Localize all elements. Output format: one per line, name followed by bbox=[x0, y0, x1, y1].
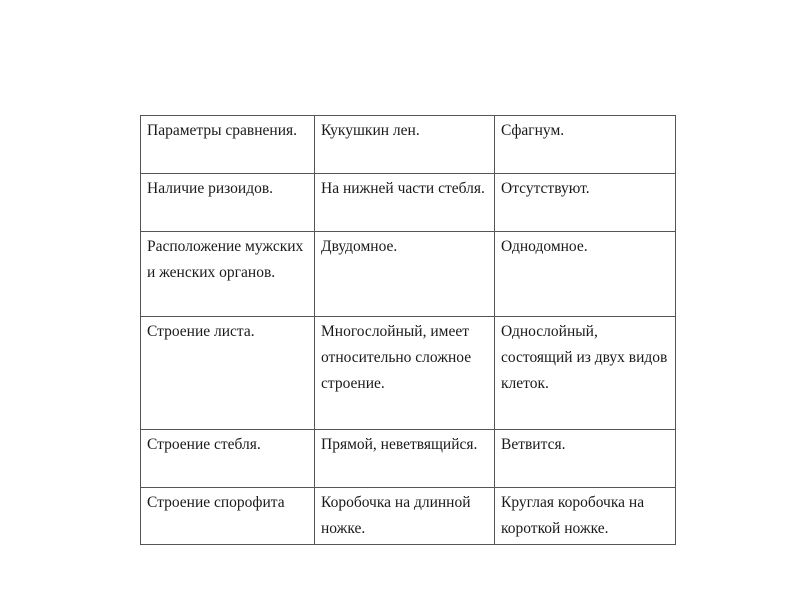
param-cell: Расположение мужских и женских органов. bbox=[141, 232, 315, 317]
sfagnum-cell: Отсутствуют. bbox=[495, 174, 676, 232]
sfagnum-cell: Круглая коробочка на короткой ножке. bbox=[495, 488, 676, 545]
table-row bbox=[141, 488, 676, 545]
param-cell: Строение стебля. bbox=[141, 430, 315, 488]
comparison-table bbox=[140, 115, 676, 545]
kukushkin-cell: Двудомное. bbox=[315, 232, 495, 317]
table-row bbox=[141, 317, 676, 430]
header-cell-sfagnum: Сфагнум. bbox=[495, 116, 676, 174]
param-cell: Наличие ризоидов. bbox=[141, 174, 315, 232]
param-cell: Строение листа. bbox=[141, 317, 315, 430]
sfagnum-cell: Однодомное. bbox=[495, 232, 676, 317]
kukushkin-cell: Прямой, неветвящийся. bbox=[315, 430, 495, 488]
table-row bbox=[141, 174, 676, 232]
table-row bbox=[141, 430, 676, 488]
param-cell: Строение спорофита bbox=[141, 488, 315, 545]
kukushkin-cell: Многослойный, имеет относительно сложное строение. bbox=[315, 317, 495, 430]
sfagnum-cell: Однослойный, состоящий из двух видов клеток. bbox=[495, 317, 676, 430]
kukushkin-cell: На нижней части стебля. bbox=[315, 174, 495, 232]
kukushkin-cell: Коробочка на длинной ножке. bbox=[315, 488, 495, 545]
table-header-row bbox=[141, 116, 676, 174]
header-cell-parameters: Параметры сравнения. bbox=[141, 116, 315, 174]
sfagnum-cell: Ветвится. bbox=[495, 430, 676, 488]
table-row bbox=[141, 232, 676, 317]
header-cell-kukushkin-len: Кукушкин лен. bbox=[315, 116, 495, 174]
